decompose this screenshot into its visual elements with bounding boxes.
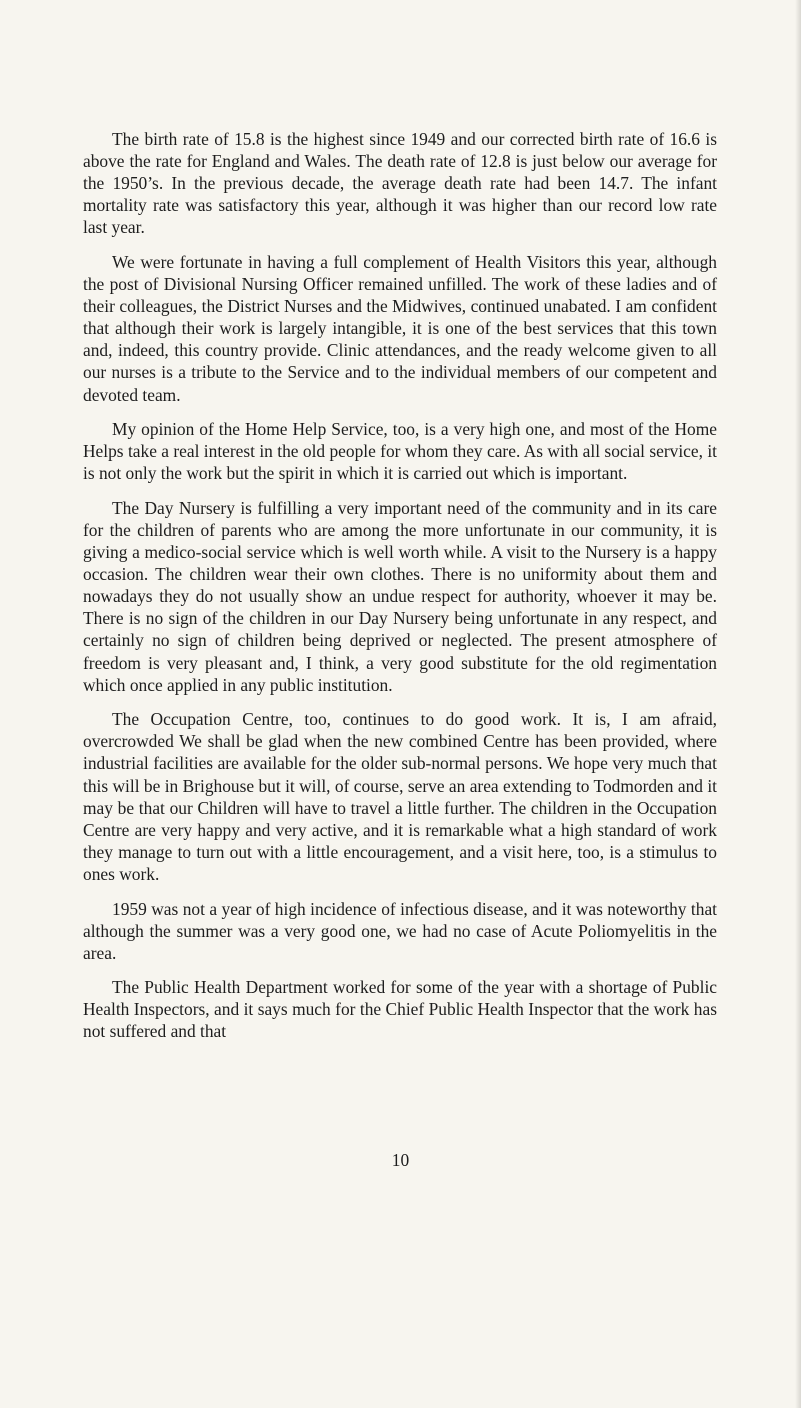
page-number: 10 <box>391 1150 410 1170</box>
paragraph-health-visitors: We were fortunate in having a full complement of Health Visitors this year, although the post of Divisional Nursing Officer remained unfilled. The work of these ladies and of their colleagues, the District Nurses and the Midwives, continued unabated. I am confident that although their work is largely intangible, it is one of the best services that this town and, indeed, this country provide. Clinic attendances, and the ready welcome given to all our nurses is a tribute to the Service and to the individual members of our competent and devoted team. <box>83 251 717 405</box>
paragraph-occupation-centre: The Occupation Centre, too, continues to do good work. It is, I am afraid, overcrowded We shall be glad when the new combined Centre has been provided, where industrial facilities are available for the older sub-normal persons. We hope very much that this will be in Brighouse but it will, of course, serve an area extending to Todmorden and it may be that our Children will have to travel a little further. The children in the Occupation Centre are very happy and very active, and it is remarkable what a high standard of work they manage to turn out with a little encouragement, and a visit here, too, is a stimulus to ones work. <box>83 709 717 884</box>
paragraph-birth-death-rates: The birth rate of 15.8 is the highest since 1949 and our corrected birth rate of 16.6 is above the rate for England and Wales. The death rate of 12.8 is just below our average for the 1950’s. In the previous decade, the average death rate had been 14.7. The infant mortality rate was satisfactory this year, although it was higher than our record low rate last year. <box>83 129 717 238</box>
paragraph-public-health-department: The Public Health Department worked for some of the year with a shortage of Public Health Inspectors, and it says much for the Chief Public Health Inspector that the work has not suffered and that <box>83 977 717 1042</box>
report-body <box>83 128 717 1055</box>
paragraph-day-nursery: The Day Nursery is fulfilling a very important need of the community and in its care for the children of parents who are among the more unfortunate in our community, it is giving a medico-social service which is well worth while. A visit to the Nursery is a happy occasion. The children wear their own clothes. There is no uniformity about them and nowadays they do not usually show an undue respect for authority, whoever it may be. There is no sign of the children in our Day Nursery being unfortunate in any respect, and certainly no sign of children being deprived or neglected. The present atmosphere of freedom is very pleasant and, I think, a very good substitute for the old regimentation which once applied in any public institution. <box>83 497 717 695</box>
page-edge-shadow <box>795 0 801 1408</box>
paragraph-home-help-service: My opinion of the Home Help Service, too, is a very high one, and most of the Home Helps take a real interest in the old people for whom they care. As with all social service, it is not only the work but the spirit in which it is carried out which is important. <box>83 419 717 484</box>
paragraph-infectious-disease: 1959 was not a year of high incidence of infectious disease, and it was noteworthy that although the summer was a very good one, we had no case of Acute Poliomyelitis in the area. <box>83 898 717 963</box>
